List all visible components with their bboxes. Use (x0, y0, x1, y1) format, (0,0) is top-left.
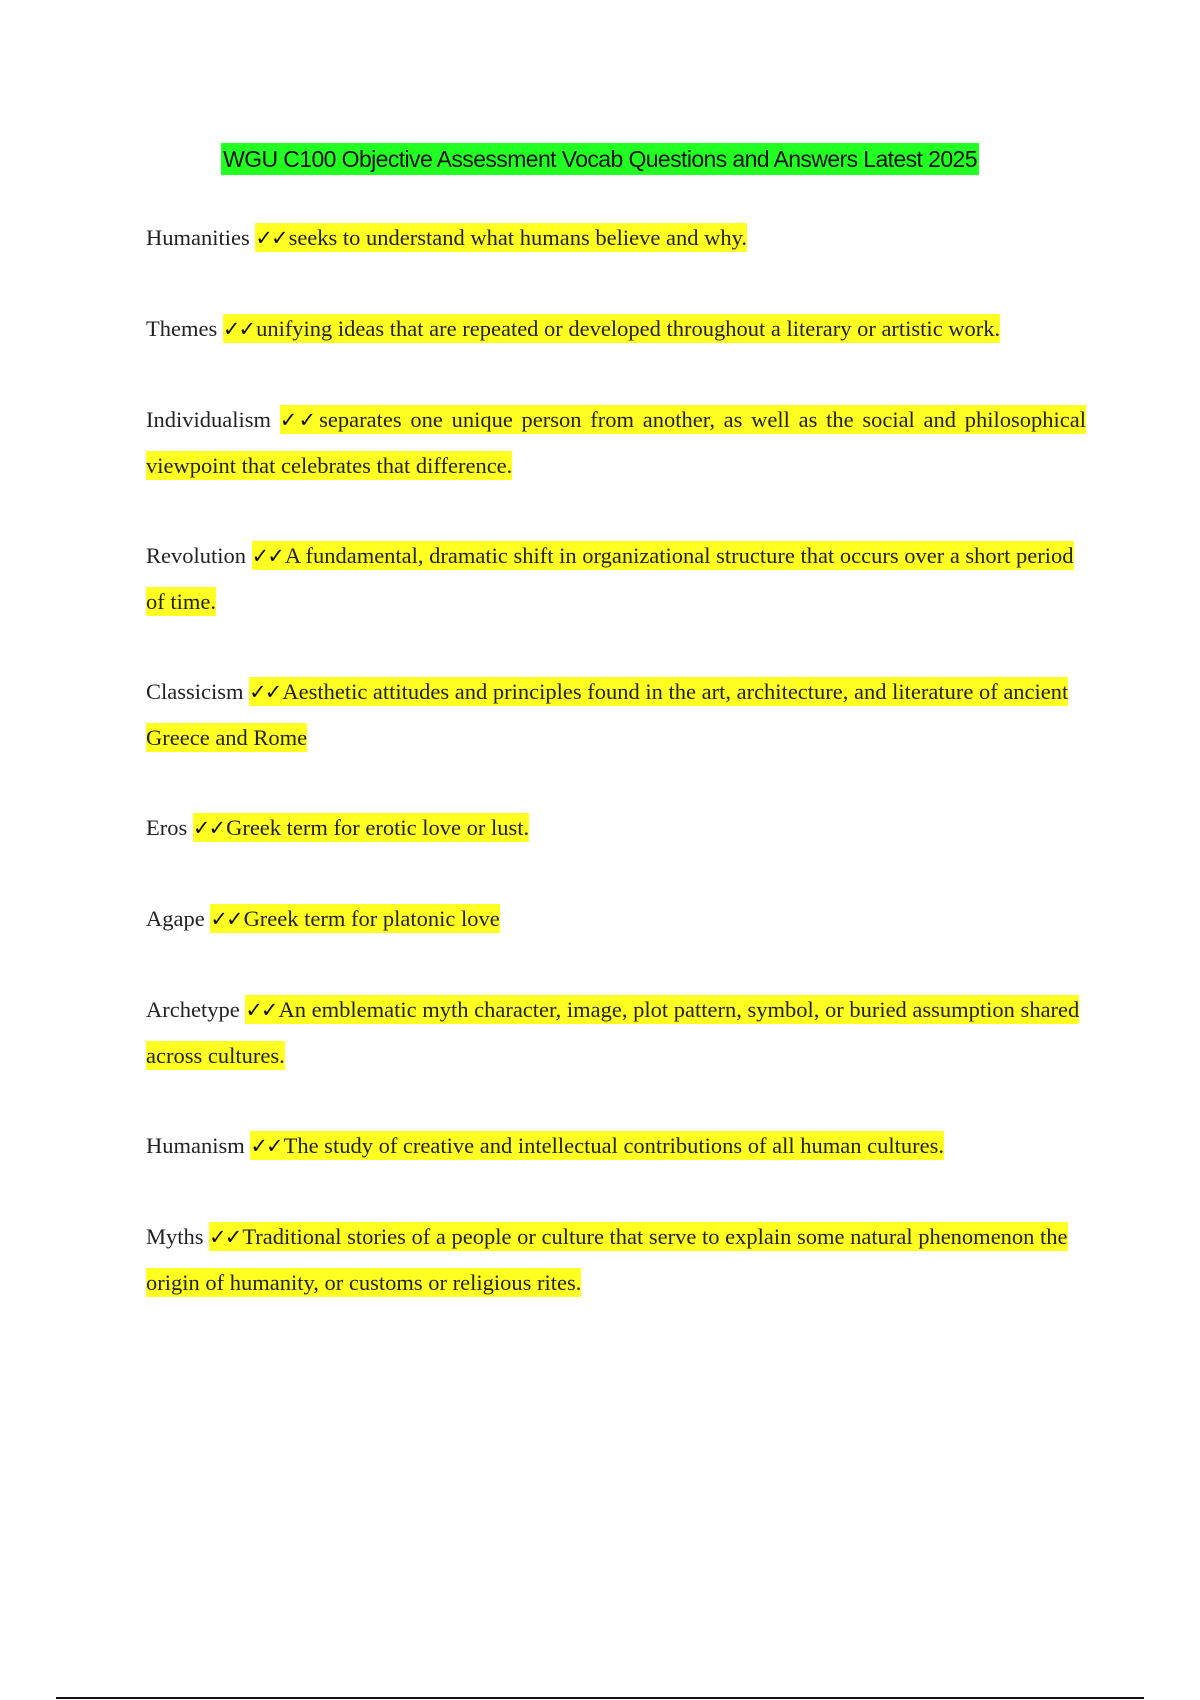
vocab-answer-text: The study of creative and intellectual contributions of all human cultures. (283, 1133, 944, 1158)
vocab-term: Eros (146, 815, 188, 840)
double-check-icon: ✓✓ (192, 816, 225, 840)
vocab-answer-text: separates one unique person from another, as well as the social and philosophical viewpoint that celebrates that difference. (146, 407, 1087, 478)
vocab-answer (255, 223, 747, 252)
vocab-answer (210, 904, 499, 933)
vocab-entry-archetype (146, 987, 1086, 1078)
double-check-icon: ✓✓ (249, 680, 281, 704)
double-check-icon: ✓✓ (222, 317, 255, 341)
vocab-answer (250, 1131, 944, 1160)
vocab-answer (146, 541, 1074, 616)
vocab-term: Classicism (146, 679, 244, 704)
double-check-icon: ✓✓ (245, 998, 277, 1022)
double-check-icon: ✓✓ (250, 1134, 282, 1158)
vocab-term: Humanities (146, 225, 250, 250)
vocab-entry-individualism (146, 397, 1086, 488)
title-container (0, 143, 1200, 175)
page-title: WGU C100 Objective Assessment Vocab Questions and Answers Latest 2025 (221, 143, 979, 175)
vocab-entry-eros (146, 805, 1086, 851)
footer-divider (56, 1697, 1144, 1699)
vocab-entry-myths (146, 1214, 1086, 1305)
vocab-term: Revolution (146, 543, 246, 568)
double-check-icon: ✓✓ (255, 226, 287, 250)
vocab-entry-humanism (146, 1123, 1086, 1169)
vocab-answer-text: Aesthetic attitudes and principles found in the art, architecture, and literature of ancient Greece and Rome (146, 679, 1069, 750)
double-check-icon: ✓✓ (209, 1225, 241, 1249)
vocab-entry-agape (146, 896, 1086, 942)
vocab-answer-text: seeks to understand what humans believe and why. (288, 225, 747, 250)
vocab-entry-classicism (146, 669, 1086, 760)
vocab-answer-text: Traditional stories of a people or culture that serve to explain some natural phenomenon the origin of humanity, or customs or religious rites. (146, 1224, 1068, 1295)
vocab-answer-text: An emblematic myth character, image, plot pattern, symbol, or buried assumption shared across cultures. (146, 997, 1080, 1068)
vocab-list (146, 215, 1086, 1350)
vocab-term: Agape (146, 906, 205, 931)
vocab-answer-text: Greek term for erotic love or lust. (226, 815, 530, 840)
vocab-answer (146, 995, 1079, 1070)
vocab-entry-themes (146, 306, 1086, 352)
vocab-answer-text: Greek term for platonic love (243, 906, 500, 931)
vocab-term: Individualism (146, 407, 271, 432)
vocab-term: Myths (146, 1224, 204, 1249)
vocab-answer-text: unifying ideas that are repeated or developed throughout a literary or artistic work. (256, 316, 1001, 341)
double-check-icon: ✓✓ (210, 907, 242, 931)
vocab-answer (146, 1222, 1068, 1297)
vocab-answer (193, 813, 529, 842)
vocab-term: Humanism (146, 1133, 245, 1158)
vocab-answer (146, 405, 1086, 480)
double-check-icon: ✓✓ (251, 544, 283, 568)
vocab-answer (146, 677, 1068, 752)
vocab-entry-humanities (146, 215, 1086, 261)
vocab-answer (223, 314, 1000, 343)
vocab-term: Archetype (146, 997, 240, 1022)
vocab-entry-revolution (146, 533, 1086, 624)
vocab-answer-text: A fundamental, dramatic shift in organizational structure that occurs over a short period of time. (146, 543, 1074, 614)
double-check-icon: ✓✓ (279, 408, 318, 432)
vocab-term: Themes (146, 316, 218, 341)
